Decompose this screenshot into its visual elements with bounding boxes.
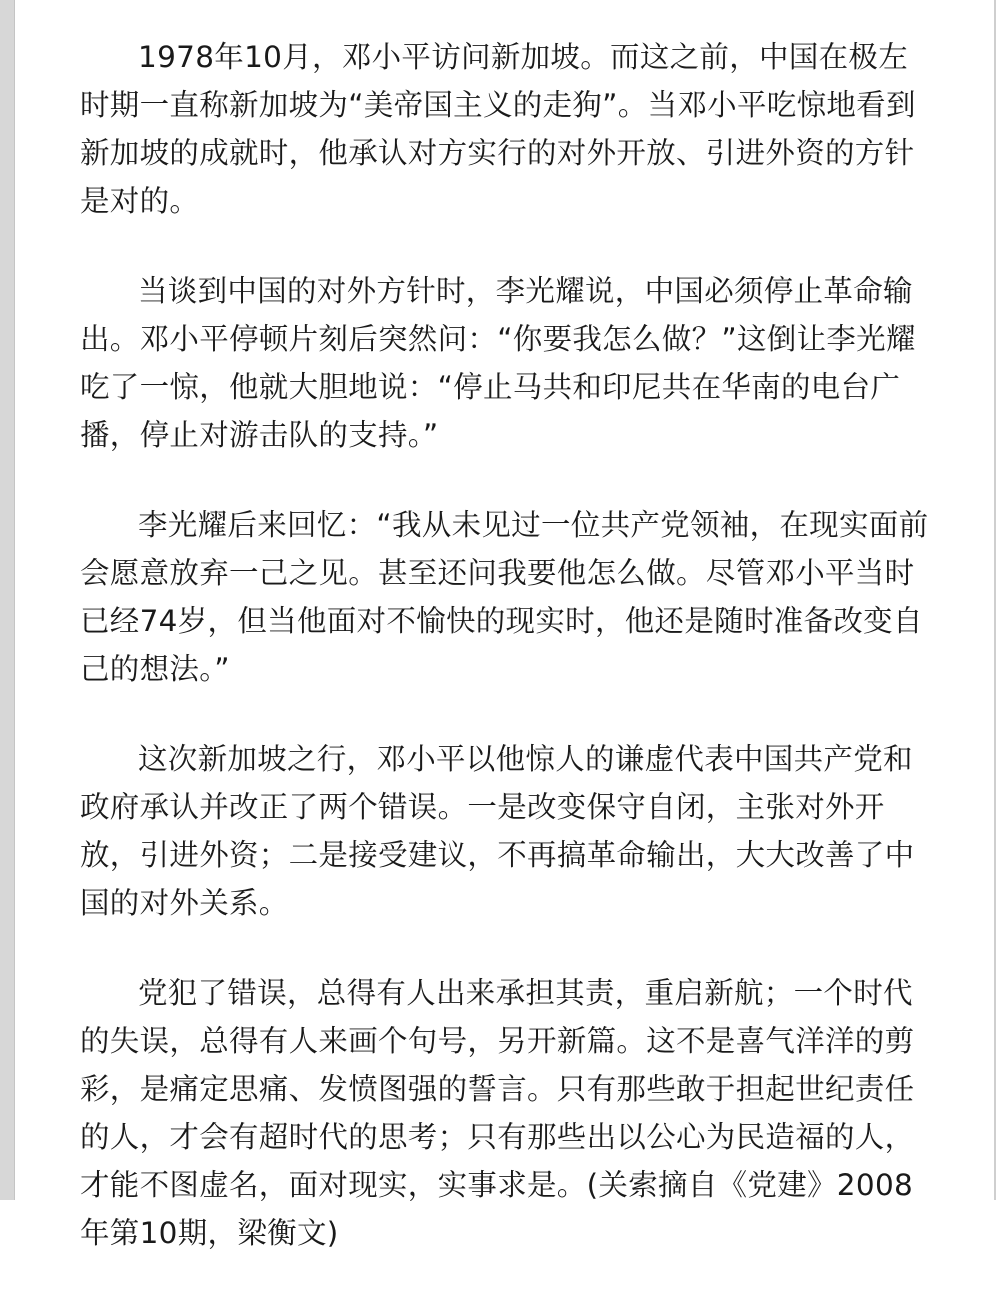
- paragraph: 当谈到中国的对外方针时，李光耀说，中国必须停止革命输出。邓小平停顿片刻后突然问：“你要我怎么做？”这倒让李光耀吃了一惊，他就大胆地说：“停止马共和印尼共在华南的电台广播，停止对游击队的支持。”: [80, 274, 916, 452]
- paragraph: 党犯了错误，总得有人出来承担其责，重启新航；一个时代的失误，总得有人来画个句号，另开新篇。这不是喜气洋洋的剪彩，是痛定思痛、发愤图强的誓言。只有那些敢于担起世纪责任的人，才会有超时代的思考；只有那些出以公心为民造福的人，才能不图虚名，面对现实，实事求是。(关索摘自《党建》2008年第10期，梁衡文): [80, 976, 915, 1250]
- article-body: [80, 33, 930, 1299]
- paragraph: 李光耀后来回忆：“我从未见过一位共产党领袖，在现实面前会愿意放弃一己之见。甚至还问我要他怎么做。尽管邓小平当时已经74岁，但当他面对不愉快的现实时，他还是随时准备改变自己的想法。”: [80, 508, 929, 686]
- page-left-margin: [0, 0, 14, 1200]
- paragraph: 1978年10月，邓小平访问新加坡。而这之前，中国在极左时期一直称新加坡为“美帝国主义的走狗”。当邓小平吃惊地看到新加坡的成就时，他承认对方实行的对外开放、引进外资的方针是对的。: [80, 40, 916, 218]
- page-left-divider: [14, 0, 15, 1200]
- paragraph: 这次新加坡之行，邓小平以他惊人的谦虚代表中国共产党和政府承认并改正了两个错误。一是改变保守自闭，主张对外开放，引进外资；二是接受建议，不再搞革命输出，大大改善了中国的对外关系。: [80, 742, 915, 920]
